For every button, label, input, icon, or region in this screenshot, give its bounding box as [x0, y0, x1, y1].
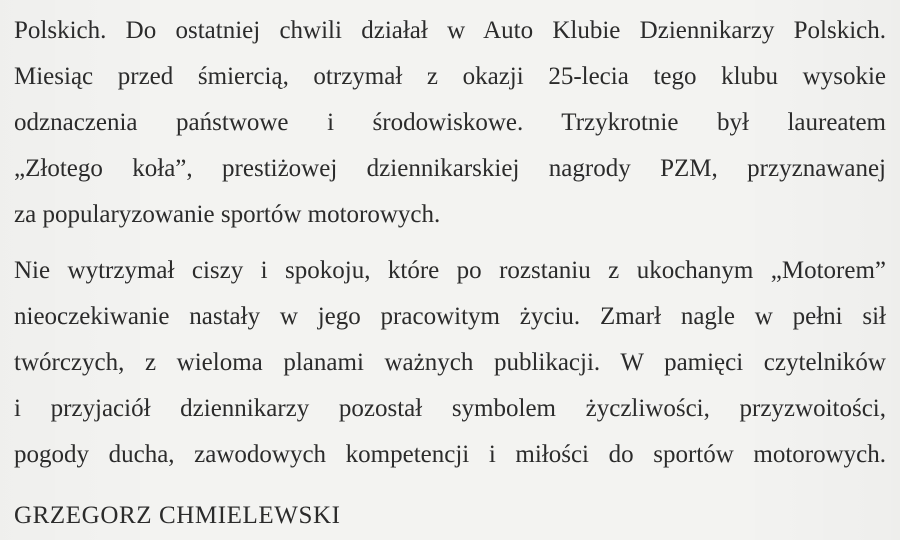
text-line: za popularyzowanie sportów motorowych. [14, 201, 441, 228]
text-line: pogody ducha, zawodowych kompetencji i miłości do sportów motorowych. [14, 441, 886, 468]
text-line: odznaczenia państwowe i środowiskowe. Trzykrotnie był laureatem [14, 109, 886, 136]
text-line: i przyjaciół dziennikarzy pozostał symbolem życzliwości, przyzwoitości, [14, 395, 886, 422]
text-line: nieoczekiwanie nastały w jego pracowitym życiu. Zmarł nagle w pełni sił [14, 303, 886, 330]
paragraph-2 [14, 248, 886, 478]
text-line: twórczych, z wieloma planami ważnych publikacji. W pamięci czytelników [14, 349, 886, 376]
author-signature: GRZEGORZ CHMIELEWSKI [14, 502, 341, 529]
text-line: Nie wytrzymał ciszy i spokoju, które po rozstaniu z ukochanym „Motorem” [14, 257, 886, 284]
paragraph-1 [14, 8, 886, 238]
text-line: Miesiąc przed śmiercią, otrzymał z okazji 25-lecia tego klubu wysokie [14, 63, 886, 90]
text-line: „Złotego koła”, prestiżowej dziennikarskiej nagrody PZM, przyznawanej [14, 155, 886, 182]
text-line: Polskich. Do ostatniej chwili działał w Auto Klubie Dziennikarzy Polskich. [14, 17, 886, 44]
